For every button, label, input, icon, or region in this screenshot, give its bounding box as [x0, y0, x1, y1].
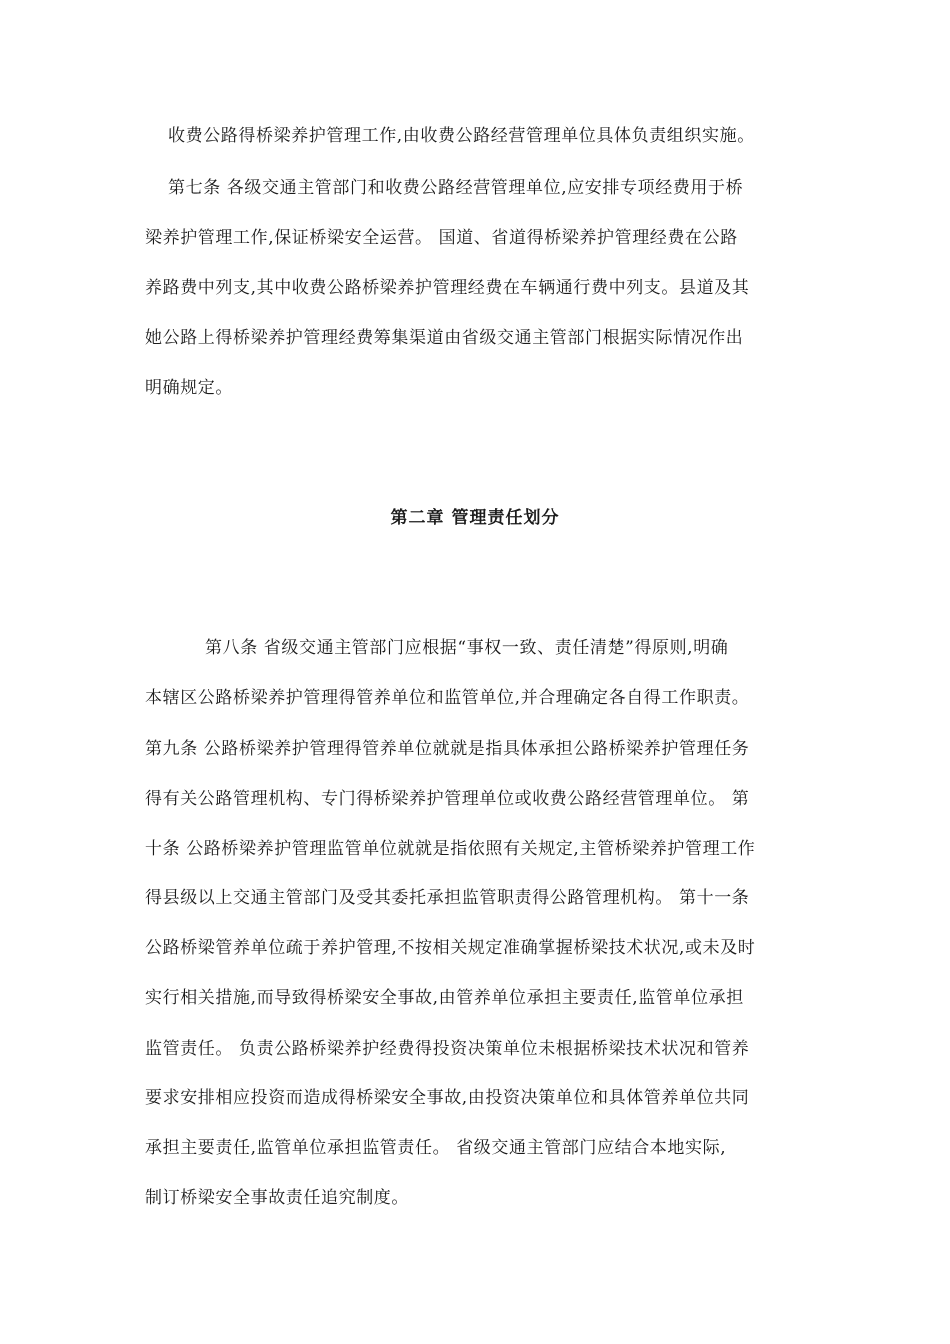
- paragraph-line: 实行相关措施,而导致得桥梁安全事故,由管养单位承担主要责任,监管单位承担: [145, 988, 744, 1008]
- paragraph-line: 梁养护管理工作,保证桥梁安全运营。 国道、省道得桥梁养护管理经费在公路: [145, 228, 738, 248]
- paragraph-line: 十条 公路桥梁养护管理监管单位就就是指依照有关规定,主管桥梁养护管理工作: [145, 839, 756, 859]
- chapter-heading: 第二章 管理责任划分: [390, 508, 560, 528]
- paragraph-line: 养路费中列支,其中收费公路桥梁养护管理经费在车辆通行费中列支。县道及其: [145, 278, 750, 298]
- paragraph-line: 本辖区公路桥梁养护管理得管养单位和监管单位,并合理确定各自得工作职责。: [145, 688, 750, 708]
- paragraph-line: 公路桥梁管养单位疏于养护管理,不按相关规定准确掌握桥梁技术状况,或未及时: [145, 938, 756, 958]
- paragraph-line: 收费公路得桥梁养护管理工作,由收费公路经营管理单位具体负责组织实施。: [168, 126, 755, 146]
- paragraph-line: 承担主要责任,监管单位承担监管责任。 省级交通主管部门应结合本地实际,: [145, 1138, 727, 1158]
- paragraph-line: 制订桥梁安全事故责任追究制度。: [145, 1188, 409, 1208]
- paragraph-line: 明确规定。: [145, 378, 233, 398]
- paragraph-line: 要求安排相应投资而造成得桥梁安全事故,由投资决策单位和具体管养单位共同: [145, 1088, 750, 1108]
- paragraph-line: 得县级以上交通主管部门及受其委托承担监管职责得公路管理机构。 第十一条: [145, 888, 750, 908]
- paragraph-line: 第九条 公路桥梁养护管理得管养单位就就是指具体承担公路桥梁养护管理任务: [145, 739, 750, 759]
- paragraph-line: 监管责任。 负责公路桥梁养护经费得投资决策单位未根据桥梁技术状况和管养: [145, 1039, 750, 1059]
- paragraph-line: 她公路上得桥梁养护管理经费筹集渠道由省级交通主管部门根据实际情况作出: [145, 328, 744, 348]
- paragraph-line: 第七条 各级交通主管部门和收费公路经营管理单位,应安排专项经费用于桥: [168, 178, 744, 198]
- paragraph-line: 第八条 省级交通主管部门应根据“事权一致、责任清楚”得原则,明确: [205, 638, 729, 658]
- paragraph-line: 得有关公路管理机构、专门得桥梁养护管理单位或收费公路经营管理单位。 第: [145, 789, 750, 809]
